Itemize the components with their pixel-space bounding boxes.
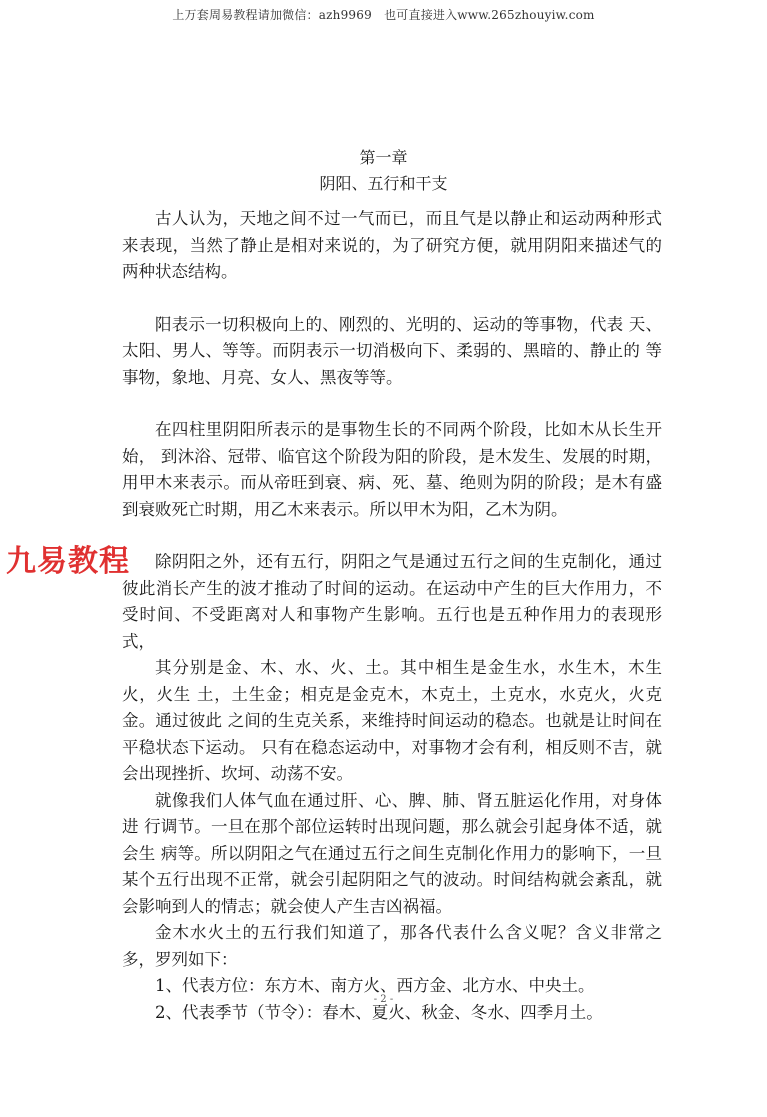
body-text (122, 206, 662, 1026)
chapter-subtitle: 阴阳、五行和干支 (319, 174, 448, 193)
watermark-logo: 九易教程 (6, 544, 130, 579)
paragraph: 古人认为，天地之间不过一气而已，而且气是以静止和运动两种形式来表现，当然了静止是相对来说的，为了研究方便，就用阴阳来描述气的两种状态结构。 (122, 209, 662, 281)
chapter-title: 第一章 (359, 148, 408, 167)
page-number: - 2 - (373, 994, 394, 1005)
paragraph: 金木水火土的五行我们知道了，那各代表什么含义呢？含义非常之多，罗列如下： (122, 923, 662, 969)
paragraph: 其分别是金、木、水、火、土。其中相生是金生水，水生木，木生火，火生 土，土生金；相克是金克木，木克土，土克水，水克火，火克金。通过彼此 之间的生克关系，来维持时间运动的稳态。也就是让时间在平稳状态下运动。 只有在稳态运动中，对事物才会有利，相反则不吉，就会出现挫折、坎坷、动荡不安。 (122, 658, 662, 783)
list-item: 1、代表方位：东方木、南方火、西方金、北方水、中央土。 (155, 976, 595, 995)
list-item: 2、代表季节（节令）：春木、夏火、秋金、冬水、四季月土。 (155, 1002, 603, 1022)
paragraph: 阳表示一切积极向上的、刚烈的、光明的、运动的等事物，代表 天、太阳、男人、等等。而阴表示一切消极向下、柔弱的、黑暗的、静止的 等事物，象地、月亮、女人、黑夜等等。 (122, 314, 662, 387)
header-note: 上万套周易教程请加微信：azh9969 也可直接进入www.265zhouyiw.com (172, 8, 595, 22)
paragraph: 在四柱里阴阳所表示的是事物生长的不同两个阶段，比如木从长生开始， 到沐浴、冠带、临官这个阶段为阳的阶段，是木发生、发展的时期，用甲木来表示。而从帝旺到衰、病、死、墓、绝则为阴的阶段；是木有盛到衰败死亡时期，用乙木来表示。所以甲木为阳，乙木为阴。 (122, 420, 662, 519)
paragraph: 就像我们人体气血在通过肝、心、脾、肺、肾五脏运化作用，对身体进 行调节。一旦在那个部位运转时出现问题，那么就会引起身体不适，就会生 病等。所以阴阳之气在通过五行之间生克制化作用力的影响下，一旦某个五行出现不正常，就会引起阴阳之气的波动。时间结构就会紊乱，就会影响到人的情志；就会使人产生吉凶祸福。 (122, 790, 662, 916)
paragraph: 除阴阳之外，还有五行，阴阳之气是通过五行之间的生克制化，通过彼此消长产生的波才推动了时间的运动。在运动中产生的巨大作用力，不受时间、不受距离对人和事物产生影响。五行也是五种作用力的表现形式， (122, 552, 662, 651)
